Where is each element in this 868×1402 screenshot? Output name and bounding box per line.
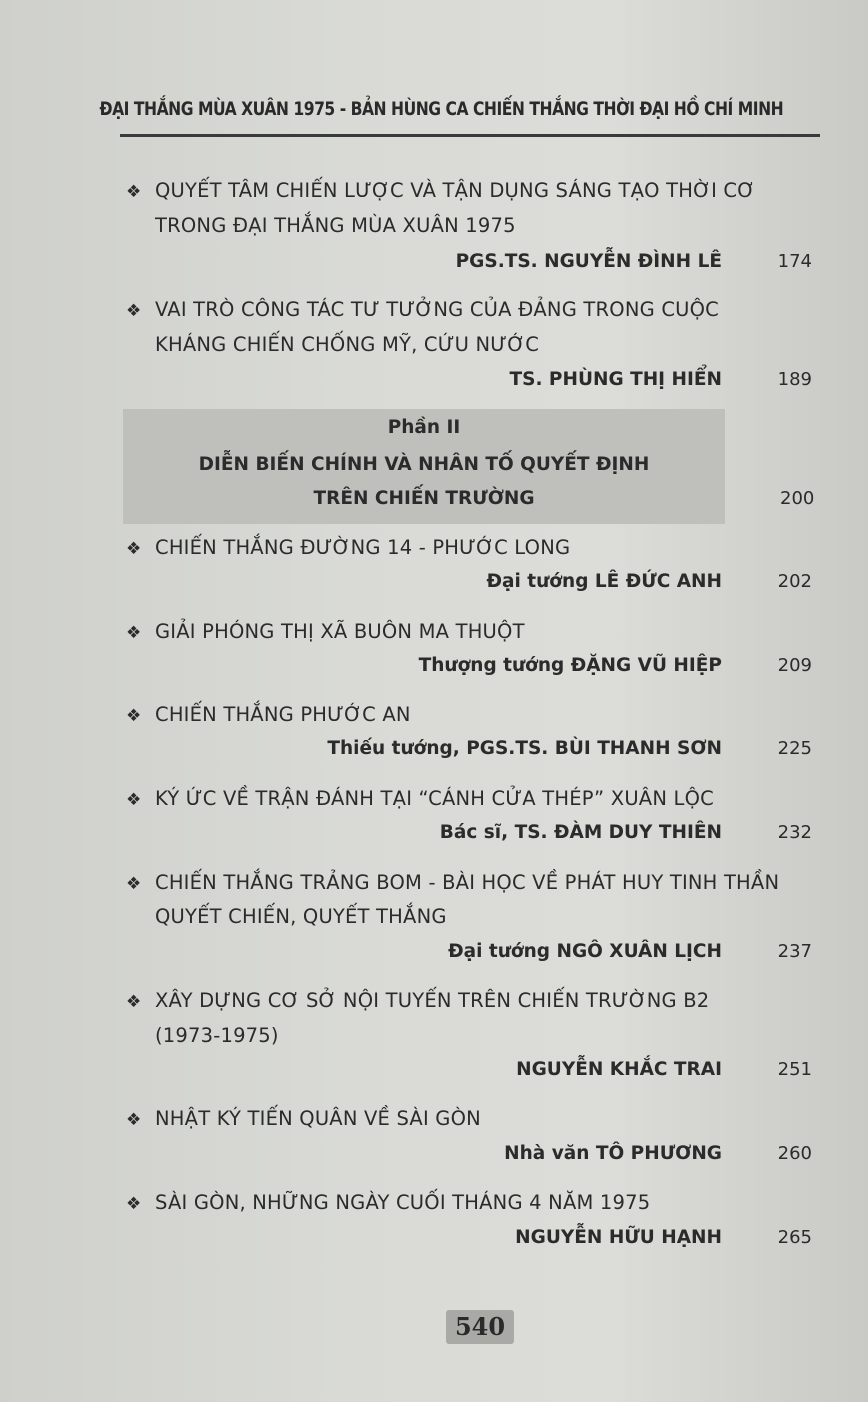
toc-entry-title-line xyxy=(126,298,719,323)
toc-entry-title-line xyxy=(155,1024,279,1048)
part-label: Phần II xyxy=(387,417,461,438)
toc-entry-page-number: 237 xyxy=(777,941,812,962)
toc-entry-page-number: 232 xyxy=(777,822,812,843)
diamond-bullet-icon: ❖ xyxy=(126,790,142,810)
toc-entry-title-text: SÀI GÒN, NHỮNG NGÀY CUỐI THÁNG 4 NĂM 1975 xyxy=(155,1191,651,1214)
diamond-bullet-icon: ❖ xyxy=(126,182,142,202)
toc-entry-title-text: (1973-1975) xyxy=(155,1024,279,1047)
toc-entry-title-line xyxy=(126,871,779,896)
diamond-bullet-icon: ❖ xyxy=(126,706,142,726)
toc-entry-title-line xyxy=(155,333,539,357)
toc-entry-title-line xyxy=(126,620,525,645)
diamond-bullet-icon: ❖ xyxy=(126,301,142,321)
toc-entry-title-text: KHÁNG CHIẾN CHỐNG MỸ, CỨU NƯỚC xyxy=(155,333,540,356)
toc-entry-author: NGUYỄN KHẮC TRAI xyxy=(516,1059,722,1080)
toc-entry-page-number: 265 xyxy=(777,1227,812,1248)
toc-entry-title-line xyxy=(126,703,411,728)
page-number: 540 xyxy=(446,1310,514,1344)
toc-entry-title-text: VAI TRÒ CÔNG TÁC TƯ TƯỞNG CỦA ĐẢNG TRONG CUỘC xyxy=(155,298,719,321)
toc-entry-title-text: NHẬT KÝ TIẾN QUÂN VỀ SÀI GÒN xyxy=(155,1107,481,1130)
part-page-number: 200 xyxy=(780,488,815,509)
toc-entry-title-text: KÝ ỨC VỀ TRẬN ĐÁNH TẠI “CÁNH CỬA THÉP” XUÂN LỘC xyxy=(155,787,714,810)
toc-entry-author: Bác sĩ, TS. ĐÀM DUY THIÊN xyxy=(439,822,722,843)
toc-entry-title-line xyxy=(126,787,714,812)
toc-entry-page-number: 260 xyxy=(777,1143,812,1164)
toc-entry-page-number: 189 xyxy=(777,369,812,390)
toc-entry-page-number: 202 xyxy=(777,571,812,592)
toc-entry-title-line xyxy=(126,1107,481,1132)
diamond-bullet-icon: ❖ xyxy=(126,1194,142,1214)
toc-entry-author: Nhà văn TÔ PHƯƠNG xyxy=(504,1143,722,1164)
toc-entry-page-number: 251 xyxy=(777,1059,812,1080)
part-title-line-2: TRÊN CHIẾN TRƯỜNG xyxy=(313,488,535,509)
diamond-bullet-icon: ❖ xyxy=(126,539,142,559)
toc-entry-author: Đại tướng LÊ ĐỨC ANH xyxy=(486,571,722,592)
toc-entry-page-number: 174 xyxy=(777,251,812,272)
toc-entry-title-text: TRONG ĐẠI THẮNG MÙA XUÂN 1975 xyxy=(155,214,516,237)
toc-entry-title-line xyxy=(155,214,516,238)
diamond-bullet-icon: ❖ xyxy=(126,1110,142,1130)
toc-entry-author: Đại tướng NGÔ XUÂN LỊCH xyxy=(448,941,722,962)
toc-entry-author: TS. PHÙNG THỊ HIỂN xyxy=(509,369,722,390)
toc-entry-title-line xyxy=(126,989,709,1014)
toc-entry-page-number: 225 xyxy=(777,738,812,759)
toc-entry-title-text: CHIẾN THẮNG ĐƯỜNG 14 - PHƯỚC LONG xyxy=(155,536,571,559)
toc-entry-author: NGUYỄN HỮU HẠNH xyxy=(515,1227,722,1248)
toc-entry-title-text: CHIẾN THẮNG PHƯỚC AN xyxy=(155,703,411,726)
diamond-bullet-icon: ❖ xyxy=(126,874,142,894)
diamond-bullet-icon: ❖ xyxy=(126,992,142,1012)
header-rule xyxy=(120,134,820,137)
toc-entry-title-text: CHIẾN THẮNG TRẢNG BOM - BÀI HỌC VỀ PHÁT HUY TINH THẦN xyxy=(155,871,780,894)
toc-entry-author: Thiếu tướng, PGS.TS. BÙI THANH SƠN xyxy=(327,738,722,759)
toc-entry-title-text: XÂY DỰNG CƠ SỞ NỘI TUYẾN TRÊN CHIẾN TRƯỜNG B2 xyxy=(155,989,710,1012)
toc-entry-title-line xyxy=(126,1191,650,1216)
toc-entry-page-number: 209 xyxy=(777,655,812,676)
toc-entry-title-line xyxy=(155,905,447,929)
toc-entry-title-line xyxy=(126,179,755,204)
diamond-bullet-icon: ❖ xyxy=(126,623,142,643)
toc-entry-title-text: GIẢI PHÓNG THỊ XÃ BUÔN MA THUỘT xyxy=(155,620,525,643)
part-title-line-1: DIỄN BIẾN CHÍNH VÀ NHÂN TỐ QUYẾT ĐỊNH xyxy=(198,454,650,475)
toc-entry-author: PGS.TS. NGUYỄN ĐÌNH LÊ xyxy=(455,251,722,272)
running-header: ĐẠI THẮNG MÙA XUÂN 1975 - BẢN HÙNG CA CHIẾN THẮNG THỜI ĐẠI HỒ CHÍ MINH xyxy=(99,98,784,120)
toc-entry-title-text: QUYẾT CHIẾN, QUYẾT THẮNG xyxy=(155,905,447,928)
toc-entry-title-line xyxy=(126,536,570,561)
toc-entry-title-text: QUYẾT TÂM CHIẾN LƯỢC VÀ TẬN DỤNG SÁNG TẠO THỜI CƠ xyxy=(155,179,756,202)
toc-entry-author: Thượng tướng ĐẶNG VŨ HIỆP xyxy=(418,655,722,676)
